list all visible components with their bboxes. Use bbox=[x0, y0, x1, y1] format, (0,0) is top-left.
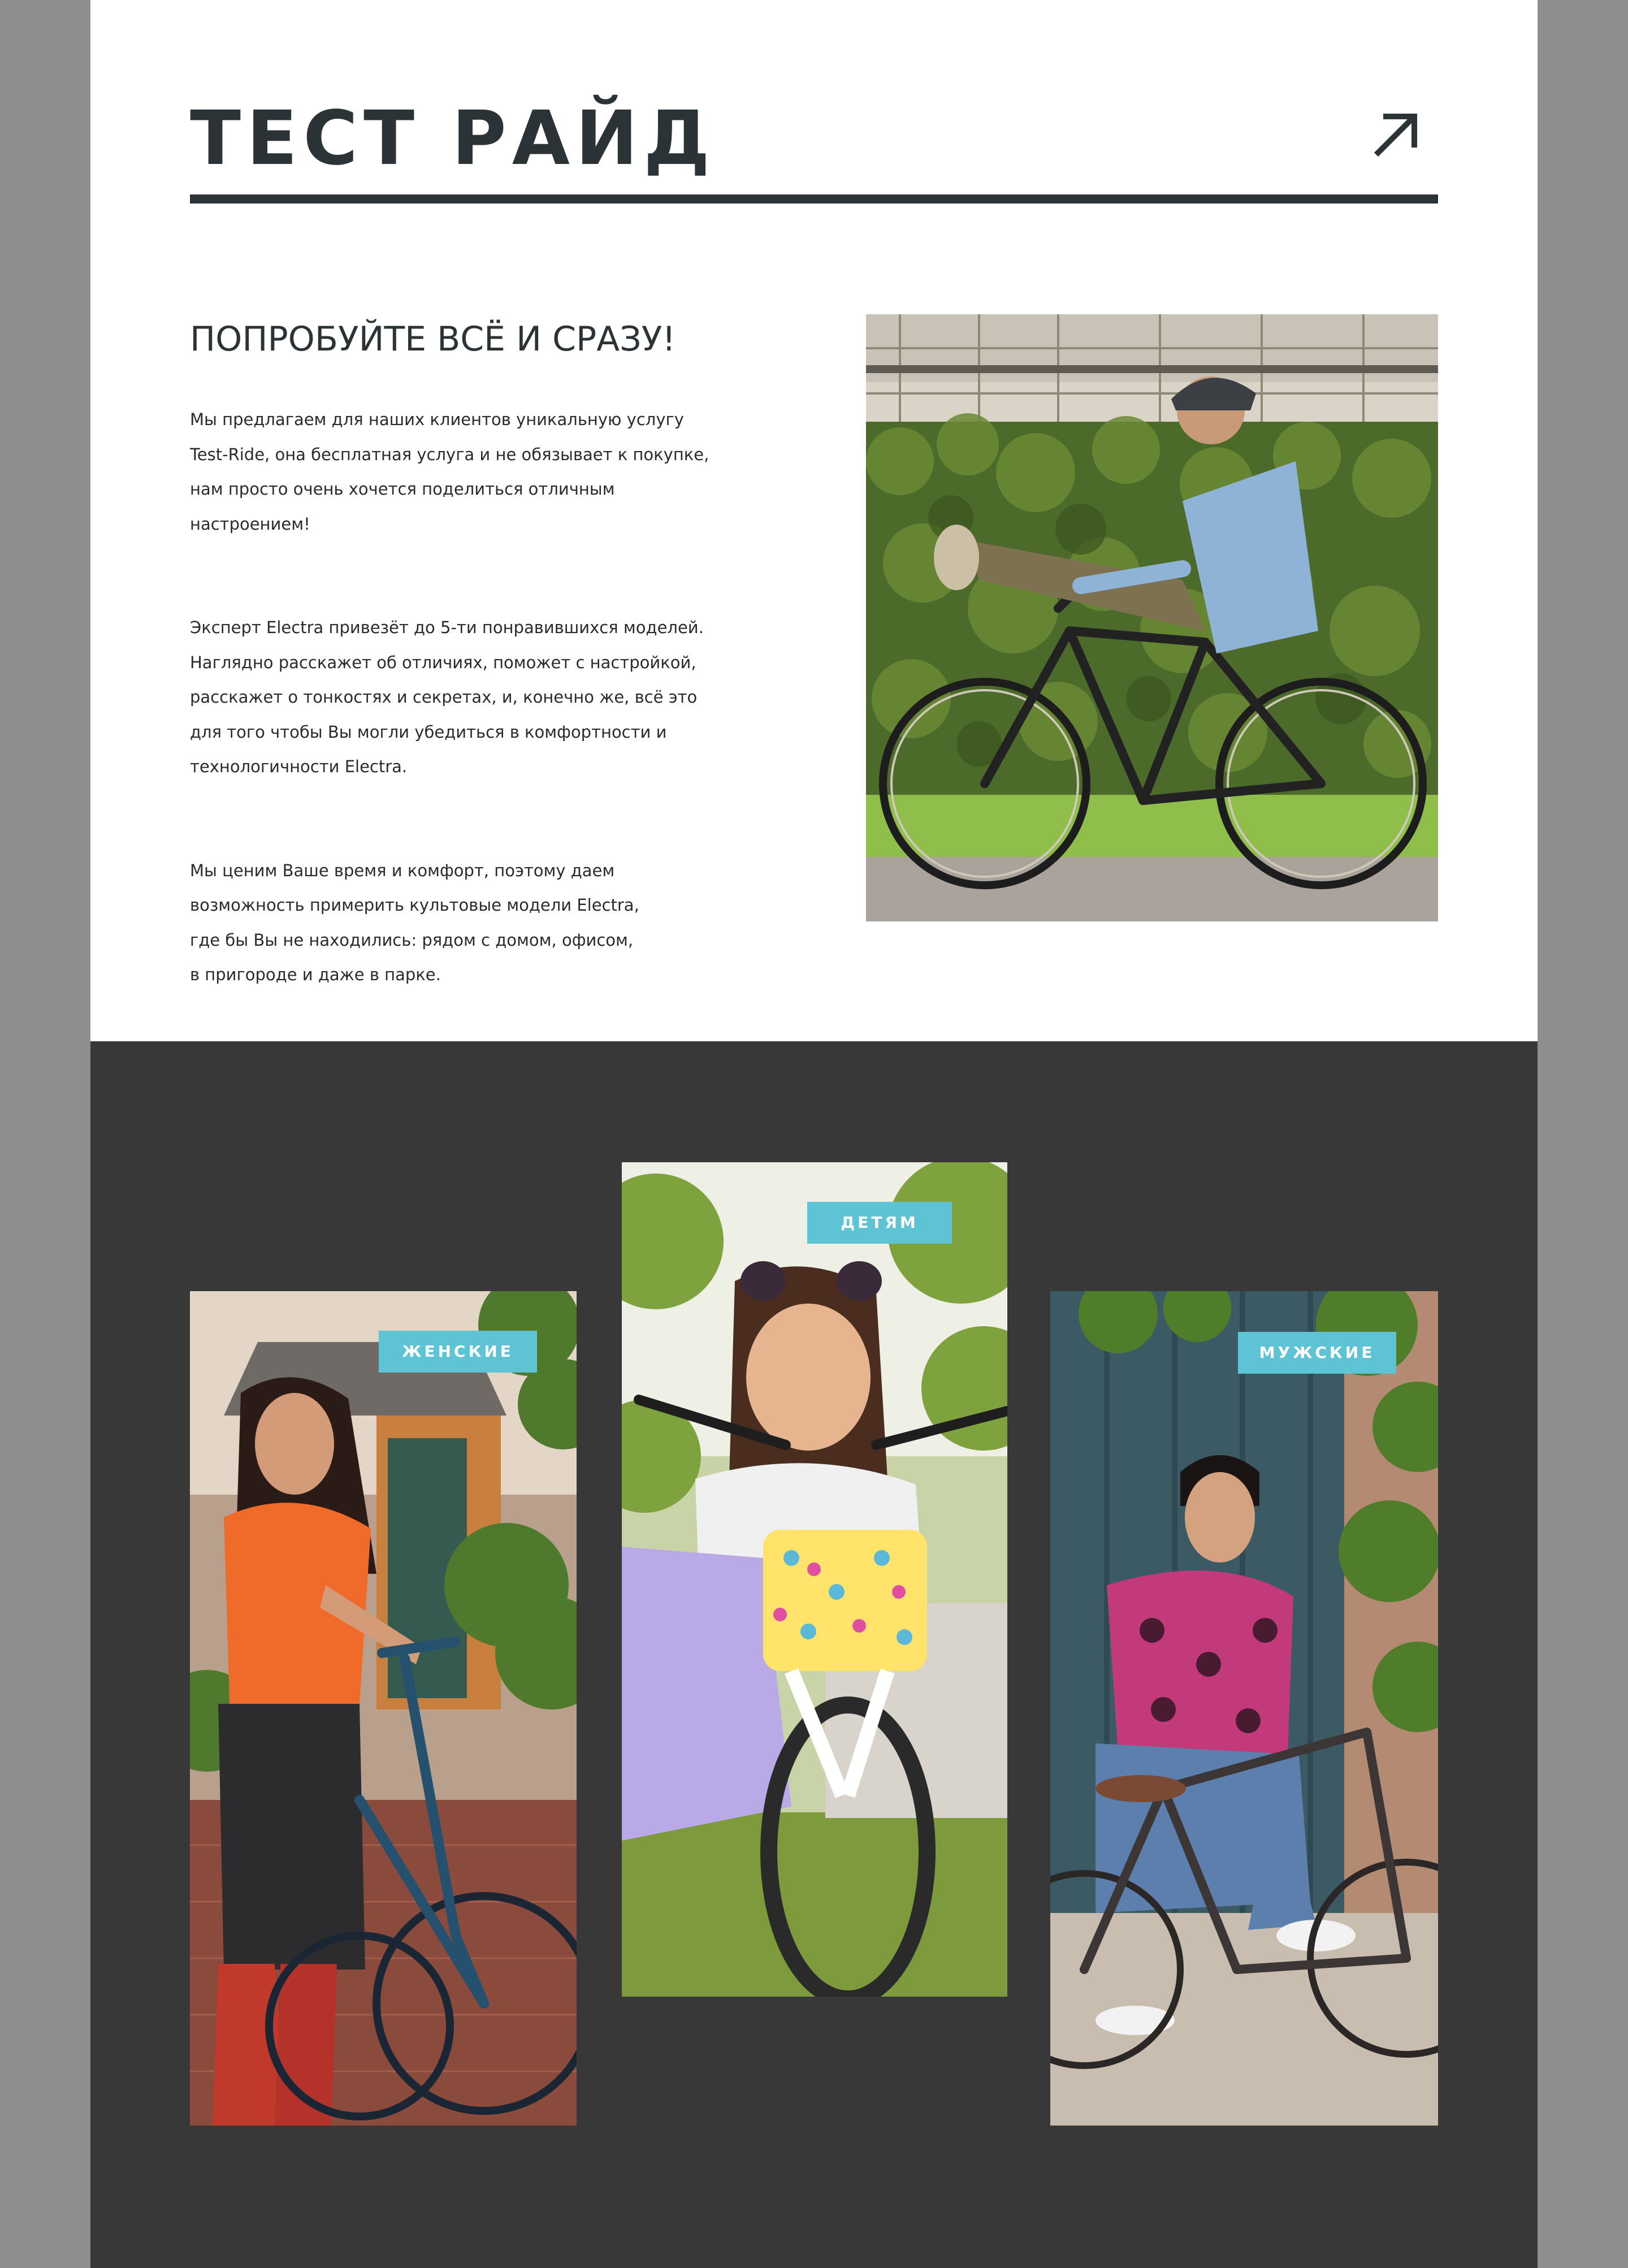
women-category-badge[interactable]: ЖЕНСКИЕ bbox=[379, 1331, 537, 1373]
intro-paragraph-2 bbox=[190, 611, 755, 785]
kids-category-card[interactable] bbox=[622, 1162, 1007, 1997]
text-line: настроением! bbox=[190, 514, 310, 534]
men-category-badge[interactable]: МУЖСКИЕ bbox=[1238, 1332, 1396, 1374]
intro-text bbox=[190, 402, 755, 993]
intro-paragraph-1 bbox=[190, 402, 755, 542]
text-line: возможность примерить культовые модели Electra, bbox=[190, 895, 639, 915]
text-line: нам просто очень хочется поделиться отличным bbox=[190, 479, 615, 499]
text-line: в пригороде и даже в парке. bbox=[190, 965, 441, 984]
arrow-up-right-icon[interactable] bbox=[1366, 103, 1428, 165]
text-line: для того чтобы Вы могли убедиться в комфортности и bbox=[190, 722, 667, 742]
page bbox=[90, 0, 1538, 2268]
section-subtitle: ПОПРОБУЙТЕ ВСЁ И СРАЗУ! bbox=[190, 319, 676, 359]
hero-photo-cyclist bbox=[866, 314, 1438, 921]
text-line: Наглядно расскажет об отличиях, поможет с настройкой, bbox=[190, 652, 696, 672]
text-line: Эксперт Electra привезёт до 5-ти понравившихся моделей. bbox=[190, 618, 704, 637]
text-line: технологичности Electra. bbox=[190, 757, 408, 776]
intro-paragraph-3 bbox=[190, 854, 755, 993]
title-divider bbox=[190, 194, 1438, 204]
kids-category-badge[interactable]: ДЕТЯМ bbox=[807, 1202, 952, 1244]
text-line: расскажет о тонкостях и секретах, и, конечно же, всё это bbox=[190, 687, 698, 707]
text-line: где бы Вы не находились: рядом с домом, офисом, bbox=[190, 930, 634, 950]
text-line: Test-Ride, она бесплатная услуга и не обязывает к покупке, bbox=[190, 444, 709, 464]
test-ride-section bbox=[90, 0, 1538, 1041]
text-line: Мы предлагаем для наших клиентов уникальную услугу bbox=[190, 410, 684, 429]
men-category-card[interactable] bbox=[1050, 1291, 1438, 2126]
text-line: Мы ценим Ваше время и комфорт, поэтому даем bbox=[190, 860, 615, 880]
page-title: ТЕСТ РАЙД bbox=[190, 95, 716, 182]
women-category-card[interactable] bbox=[190, 1291, 577, 2126]
